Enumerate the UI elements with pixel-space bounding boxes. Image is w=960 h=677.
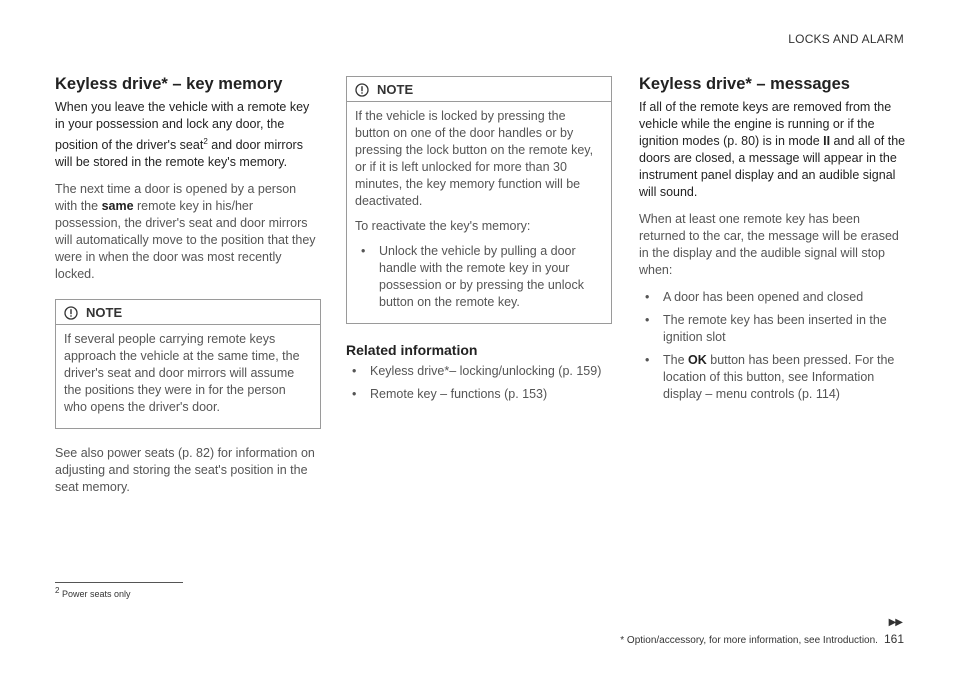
warning-icon: [355, 83, 369, 97]
related-link[interactable]: [346, 363, 612, 380]
footnote-divider: [55, 582, 183, 583]
section-title-messages: Keyless drive* – messages: [639, 75, 850, 93]
footnote-number: 2: [55, 586, 60, 595]
bullet-dot: •: [361, 244, 366, 258]
note-label: NOTE: [377, 82, 414, 97]
section-title-key-memory: Keyless drive* – key memory: [55, 75, 283, 93]
body-paragraph: When at least one remote key has been returned to the car, the message will be erased in the display and the audible signal will stop when:: [639, 212, 899, 277]
bullet-dot: •: [645, 353, 650, 367]
related-link-text[interactable]: Remote key – functions (p. 153): [370, 387, 548, 401]
list-item-text-cont: button has been pressed. For the location of this button, see Information display – menu controls (p. 114): [663, 353, 895, 401]
note-bullet-list: [355, 243, 603, 311]
see-also-paragraph: See also power seats (p. 82) for information on adjusting and storing the seat's position in the seat memory.: [55, 446, 315, 495]
note-text: If the vehicle is locked by pressing the button on one of the door handles or by pressing the lock button on the remote key, or if it is left unlocked for more than 30 minutes, the key memory function will be deactivated.: [355, 109, 594, 208]
list-item-text: Unlock the vehicle by pulling a door handle with the remote key in your possession or by pressing the unlock button on the remote key.: [379, 244, 584, 309]
emphasis-same: same: [101, 199, 134, 214]
note-header: [56, 300, 320, 325]
emphasis-mode: II: [823, 134, 831, 148]
note-header: [347, 77, 611, 102]
lead-text: If all of the remote keys are removed from the vehicle while the engine is running or if the ignition modes (p. 80) is in mode: [639, 100, 892, 148]
column-key-memory: [55, 76, 321, 506]
bullet-dot: •: [352, 364, 357, 378]
body-paragraph: [55, 181, 321, 283]
footer-text: * Option/accessory, for more information, see Introduction.: [620, 635, 878, 646]
bullet-dot: •: [645, 313, 650, 327]
list-item: [639, 352, 907, 403]
note-body: [56, 325, 320, 428]
related-information-title: Related information: [346, 342, 478, 358]
emphasis-ok: OK: [688, 353, 707, 367]
warning-icon: [64, 306, 78, 320]
bullet-dot: •: [645, 290, 650, 304]
next-page-icon[interactable]: ▶▶: [888, 617, 902, 628]
list-item: [639, 312, 907, 346]
lead-text: When you leave the vehicle with a remote key in your possession and lock any door, the position of the driver's seat: [55, 100, 310, 153]
lead-paragraph: [55, 99, 321, 171]
list-item: [355, 243, 603, 311]
page-footer: [620, 632, 904, 646]
lead-text-cont: and door mirrors will be stored in the remote key's memory.: [55, 138, 303, 170]
footnote-text: Power seats only: [61, 589, 131, 599]
lead-text-cont: and all of the doors are closed, a message will appear in the instrument panel display and an audible signal will sound.: [639, 134, 906, 199]
page-number: 161: [883, 632, 904, 646]
note-text: To reactivate the key's memory:: [355, 219, 531, 233]
body-text: The next time a door is opened by a person with the: [55, 182, 297, 214]
note-label: NOTE: [86, 305, 123, 321]
list-item-text: The remote key has been inserted in the ignition slot: [663, 313, 887, 344]
note-box: [55, 299, 321, 429]
bullet-dot: •: [352, 387, 357, 401]
note-body: [347, 102, 611, 323]
note-text: If several people carrying remote keys approach the vehicle at the same time, the driver's seat and door mirrors will assume the positions they were in for the person who opens the driver's door.: [64, 332, 300, 415]
related-link-text[interactable]: Keyless drive*– locking/unlocking (p. 159): [370, 364, 602, 378]
list-item-text: A door has been opened and closed: [663, 290, 864, 304]
list-item-text: The: [663, 353, 689, 367]
related-link[interactable]: [346, 386, 612, 403]
footnote: [55, 586, 131, 599]
body-text-cont: remote key in his/her possession, the driver's seat and door mirrors will automatically move to the position that they were in when the door was most recently locked.: [55, 199, 316, 282]
running-header: LOCKS AND ALARM: [788, 32, 904, 46]
related-links-list: [346, 363, 612, 403]
footnote-ref[interactable]: 2: [203, 137, 208, 146]
column-note-related: [346, 76, 612, 411]
list-item: [639, 289, 907, 306]
condition-list: [639, 289, 907, 403]
column-messages: [639, 76, 907, 411]
note-box: [346, 76, 612, 324]
lead-paragraph: [639, 99, 907, 201]
